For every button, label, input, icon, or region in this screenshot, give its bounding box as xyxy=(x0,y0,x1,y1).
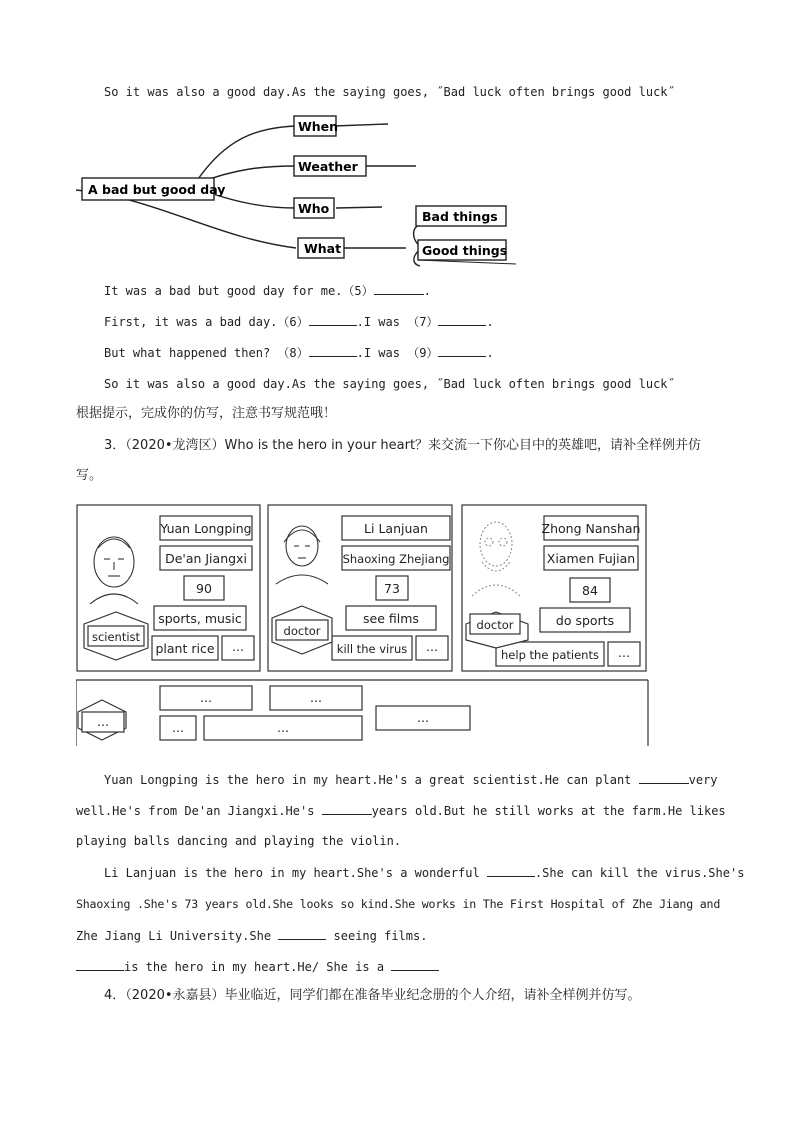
sentence-7-text: .I was （7） xyxy=(356,315,439,329)
blank-plant[interactable] xyxy=(639,771,689,784)
intro-line: So it was also a good day.As the saying goes, ˝Bad luck often brings good luck˝ xyxy=(104,85,675,99)
blank-8[interactable] xyxy=(309,344,357,357)
passage-p2-line2: Shaoxing .She's 73 years old.She looks so kind.She works in The First Hospital of Zhe Jiang and xyxy=(76,897,721,911)
sentence-9-text: .I was （9） xyxy=(356,346,439,360)
p2-l3-text: Zhe Jiang Li University.She xyxy=(76,929,279,943)
hero-3-more: ... xyxy=(618,645,630,660)
hero-2-hobby: see films xyxy=(363,611,419,626)
p1-l1-end: very xyxy=(688,773,718,787)
passage-p1-line2 xyxy=(76,802,726,819)
closing-line: So it was also a good day.As the saying goes, ˝Bad luck often brings good luck˝ xyxy=(104,377,675,391)
sentence-5-text: It was a bad but good day for me.（5） xyxy=(104,284,374,298)
hero-1-more: ... xyxy=(232,639,244,654)
mindmap-branch-what: What xyxy=(304,241,342,256)
blank-likes[interactable] xyxy=(278,927,326,940)
hero-3-act: help the patients xyxy=(501,648,599,662)
sentence-5 xyxy=(104,282,431,299)
blank-panel-box-2: ... xyxy=(310,690,322,705)
hero-2-age: 73 xyxy=(384,581,400,596)
passage-p1-line1 xyxy=(104,771,718,788)
sentence-6-7 xyxy=(104,313,494,330)
passage-p2-line1 xyxy=(104,864,744,881)
blank-job[interactable] xyxy=(487,864,535,877)
portrait-yuan xyxy=(90,537,138,604)
p2-l3-end: seeing films. xyxy=(326,929,428,943)
q3-line1: 3．（2020•龙湾区）Who is the hero in your heart？来交流一下你心目中的英雄吧，请补全样例并仿 xyxy=(104,438,702,453)
hero-3-age: 84 xyxy=(582,583,598,598)
sentence-7-end: . xyxy=(486,315,494,329)
passage-p2-line3 xyxy=(76,927,427,944)
hero-1-hobby: sports, music xyxy=(158,611,242,626)
blank-9[interactable] xyxy=(438,344,486,357)
mindmap-sub-good-things: Good things xyxy=(422,243,508,258)
q3-line2: 写。 xyxy=(76,468,103,483)
blank-6[interactable] xyxy=(309,313,357,326)
sentence-6-text: First, it was a bad day.（6） xyxy=(104,315,309,329)
passage-p1-line3: playing balls dancing and playing the violin. xyxy=(76,834,402,848)
instruction: 根据提示，完成你的仿写，注意书写规范哦！ xyxy=(76,406,337,421)
p1-l1-text: Yuan Longping is the hero in my heart.He's a great scientist.He can plant xyxy=(104,773,639,787)
blank-panel-box-5: ... xyxy=(417,710,429,725)
hero-3-job: doctor xyxy=(476,618,514,632)
mind-map xyxy=(76,108,526,270)
q4-line: 4．（2020•永嘉县）毕业临近，同学们都在准备毕业纪念册的个人介绍，请补全样例并仿写。 xyxy=(104,988,641,1003)
p1-l2-text: well.He's from De'an Jiangxi.He's xyxy=(76,804,322,818)
blank-panel-box-3: ... xyxy=(172,720,184,735)
blank-7[interactable] xyxy=(438,313,486,326)
hero-2-name: Li Lanjuan xyxy=(364,521,428,536)
hero-1-name: Yuan Longping xyxy=(160,521,252,536)
p2-l1-end: .She can kill the virus.She's xyxy=(534,866,745,880)
hero-2-act: kill the virus xyxy=(336,642,408,656)
portrait-li xyxy=(276,526,328,584)
hero-2-more: ... xyxy=(426,639,438,654)
blank-panel-box-1: ... xyxy=(200,690,212,705)
blank-panel-job: ... xyxy=(97,714,109,729)
mindmap-branch-when: When xyxy=(298,119,339,134)
hero-2-job: doctor xyxy=(283,624,321,638)
sentence-5-end: . xyxy=(423,284,431,298)
blank-hero-job[interactable] xyxy=(391,958,439,971)
p2-l1-text: Li Lanjuan is the hero in my heart.She's a wonderful xyxy=(104,866,487,880)
p1-l2-end: years old.But he still works at the farm.He likes xyxy=(371,804,726,818)
hero-figure xyxy=(76,504,650,748)
blank-age[interactable] xyxy=(322,802,372,815)
hero-1-place: De'an Jiangxi xyxy=(165,551,247,566)
hero-3-hobby: do sports xyxy=(555,613,615,628)
mindmap-sub-bad-things: Bad things xyxy=(422,209,498,224)
hero-3-place: Xiamen Fujian xyxy=(546,551,636,566)
mindmap-branch-who: Who xyxy=(298,201,330,216)
blank-hero-name[interactable] xyxy=(76,958,124,971)
portrait-zhong xyxy=(472,522,520,596)
hero-1-act: plant rice xyxy=(155,641,215,656)
sentence-9-end: . xyxy=(486,346,494,360)
blank-panel-box-4: ... xyxy=(277,720,289,735)
mindmap-branch-weather: Weather xyxy=(298,159,358,174)
sentence-8-text: But what happened then? （8） xyxy=(104,346,309,360)
hero-1-age: 90 xyxy=(196,581,212,596)
blank-5[interactable] xyxy=(374,282,424,295)
hero-1-job: scientist xyxy=(91,630,141,644)
sentence-8-9 xyxy=(104,344,494,361)
passage-p3 xyxy=(76,958,439,975)
p3-text: is the hero in my heart.He/ She is a xyxy=(124,960,392,974)
mindmap-center-label: A bad but good day xyxy=(88,182,226,197)
hero-3-name: Zhong Nanshan xyxy=(541,521,641,536)
hero-2-place: Shaoxing Zhejiang xyxy=(342,552,450,566)
